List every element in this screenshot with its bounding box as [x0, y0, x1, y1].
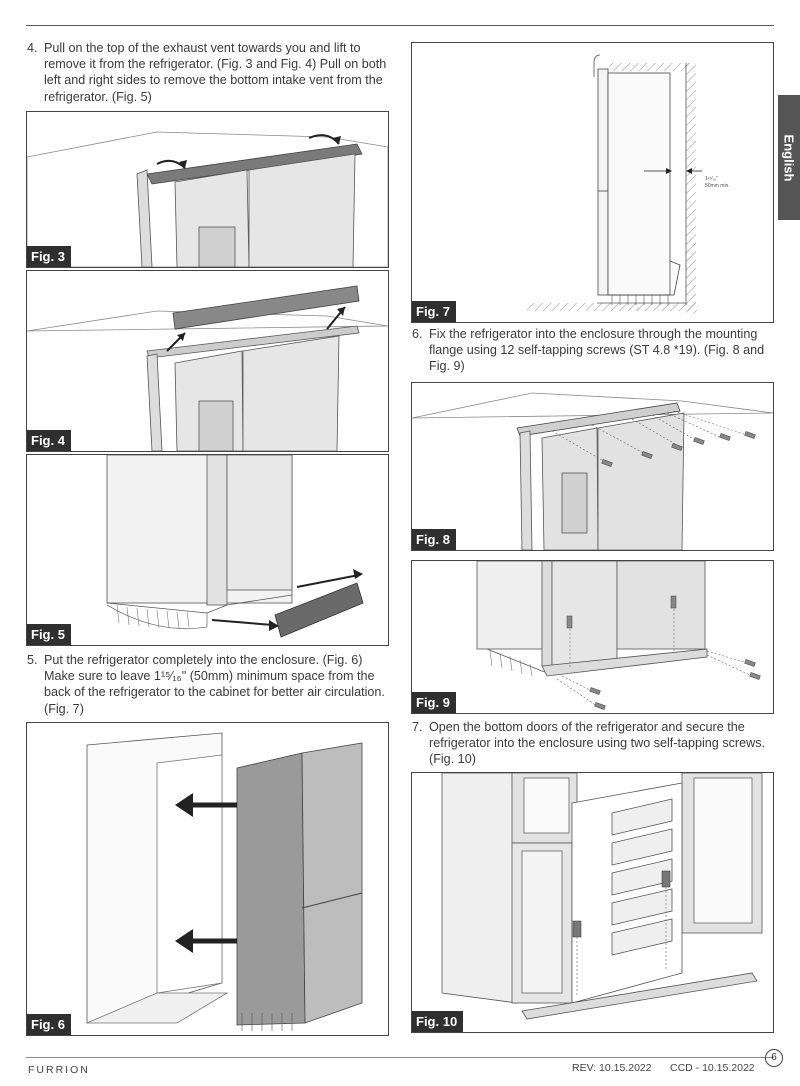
step-text: Fix the refrigerator into the enclosure through the mounting flange using 12 self-tapping screws (ST 4.8 *19). (Fig. 8 and Fig. 9) [429, 327, 765, 374]
page-number: 6 [765, 1049, 783, 1067]
fig7-illustration [412, 43, 773, 322]
step-4 [27, 40, 387, 105]
fig-label: Fig. 7 [412, 301, 456, 322]
step-text: Open the bottom doors of the refrigerator and secure the refrigerator into the enclosure using two self-tapping screws. (Fig. 10) [429, 720, 765, 767]
fig-label: Fig. 6 [27, 1014, 71, 1035]
figure-9 [411, 560, 774, 714]
figure-5 [26, 454, 389, 646]
step-5 [27, 652, 389, 717]
dimension-metric: 50mm min. [705, 183, 730, 189]
fig-label: Fig. 4 [27, 430, 71, 451]
fig-label: Fig. 10 [412, 1011, 463, 1032]
figure-10 [411, 772, 774, 1033]
figure-3 [26, 111, 389, 268]
bottom-rule [26, 1057, 774, 1058]
step-number: 4. [27, 41, 38, 55]
step-number: 7. [412, 720, 423, 734]
figure-6 [26, 722, 389, 1036]
fig8-illustration [412, 383, 773, 550]
fig5-illustration [27, 455, 388, 645]
revision-date: REV: 10.15.2022 [572, 1062, 652, 1074]
language-tab-label: English [781, 134, 797, 181]
figure-4 [26, 270, 389, 452]
fig6-illustration [27, 723, 388, 1035]
fig-label: Fig. 9 [412, 692, 456, 713]
fig-label: Fig. 3 [27, 246, 71, 267]
figure-8 [411, 382, 774, 551]
top-rule [26, 25, 774, 26]
fig3-illustration [27, 112, 388, 267]
furrion-logo: FURRION [28, 1064, 90, 1076]
figure-7 [411, 42, 774, 323]
ccd-date: CCD - 10.15.2022 [670, 1062, 755, 1074]
step-text: Put the refrigerator completely into the enclosure. (Fig. 6) Make sure to leave 1¹⁵⁄₁₆" (50mm) minimum space from the back of the refrigerator to the cabinet for better air circulation. (Fig. 7) [44, 653, 385, 716]
fig-label: Fig. 8 [412, 529, 456, 550]
language-tab [778, 95, 800, 220]
step-number: 6. [412, 327, 423, 341]
fig4-illustration [27, 271, 388, 451]
step-text: Pull on the top of the exhaust vent towards you and lift to remove it from the refrigerator. (Fig. 3 and Fig. 4) Pull on both left and right sides to remove the bottom intake vent from the refrigerator. (Fig. 5) [44, 41, 387, 104]
dimension-imperial: 1¹⁵⁄₁₆" [705, 176, 718, 182]
fig-label: Fig. 5 [27, 624, 71, 645]
fig10-illustration [412, 773, 773, 1032]
step-7 [412, 719, 777, 768]
fig9-illustration [412, 561, 773, 713]
step-number: 5. [27, 653, 38, 667]
step-6 [412, 326, 777, 375]
